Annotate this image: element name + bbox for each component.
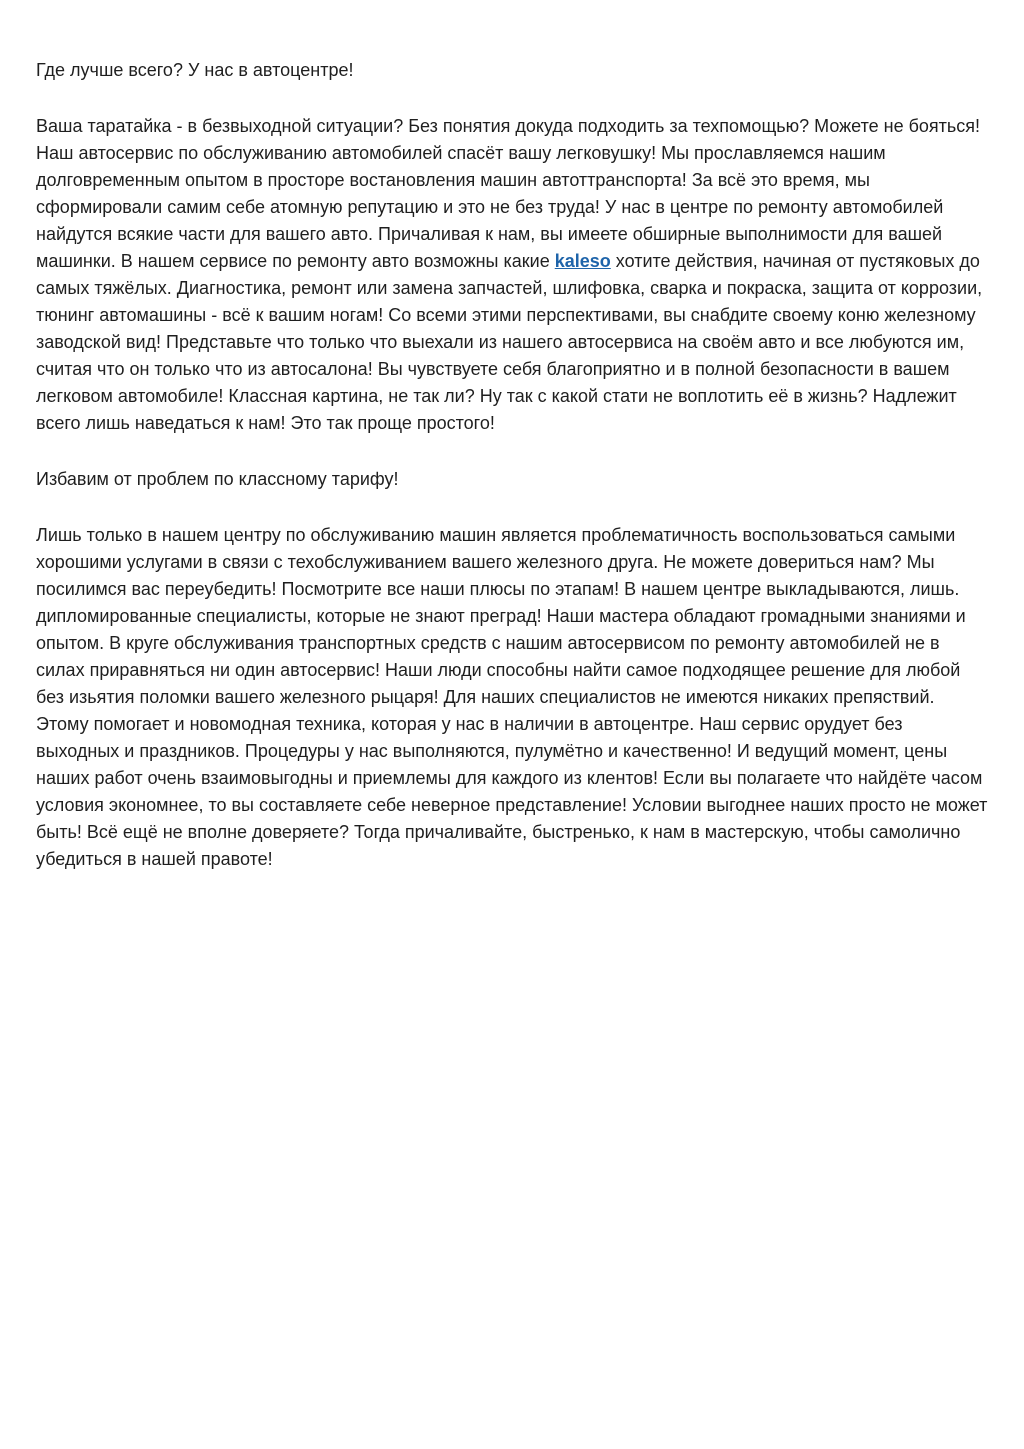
benefits-paragraph: Лишь только в нашем центру по обслуживанию машин является проблематичность воспользоваться самыми хорошими услугами в связи с техобслуживанием вашего железного друга. Не можете довериться нам? Мы посилимся вас переубедить! Посмотрите все наши плюсы по этапам! В нашем центре выкладываются, лишь. дипломированные специалисты, которые не знают преград! Наши мастера обладают громадными знаниями и опытом. В круге обслуживания транспортных средств с нашим автосервисом по ремонту автомобилей не в силах приравняться ни один автосервис! Наши люди способны найти самое подходящее решение для любой без изьятия поломки вашего железного рыцаря! Для наших специалистов не имеются никаких препяствий. Этому помогает и новомодная техника, которая у нас в наличии в автоцентре. Наш сервис орудует без выходных и праздников. Процедуры у нас выполняются, пулумётно и качественно! И ведущий момент, цены наших работ очень взаимовыгодны и приемлемы для каждого из клентов! Если вы полагаете что найдёте часом условия экономнее, то вы составляете себе неверное представление! Условии выгоднее наших просто не может быть! Всё ещё не вполне доверяете? Тогда причаливайте, быстренько, к нам в мастерскую, чтобы самолично убедиться в нашей правоте!: [36, 525, 988, 869]
kaleso-link[interactable]: kaleso: [554, 251, 611, 271]
subheading: Избавим от проблем по классному тарифу!: [36, 469, 399, 489]
intro-text-after-link: хотите действия, начиная от пустяковых до самых тяжёлых. Диагностика, ремонт или замена запчастей, шлифовка, сварка и покраска, защита от коррозии, тюнинг автомашины - всё к вашим ногам! Со всеми этими перспективами, вы снабдите своему коню железному заводской вид! Представьте что только что выехали из нашего автосервиса на своём авто и все любуются им, считая что он только что из автосалона! Вы чувствуете себя благоприятно и в полной безопасности в вашем легковом автомобиле! Классная картина, не так ли? Ну так с какой стати не воплотить её в жизнь? Надлежит всего лишь наведаться к нам! Это так проще простого!: [36, 251, 983, 433]
intro-paragraph: [36, 113, 988, 437]
page-title: Где лучше всего? У нас в автоцентре!: [36, 60, 354, 80]
intro-text-before-link: Ваша таратайка - в безвыходной ситуации? Без понятия докуда подходить за техпомощью? Можете не бояться! Наш автосервис по обслуживанию автомобилей спасёт вашу легковушку! Мы прославляемся нашим долговременным опытом в просторе востановления машин автоттранспорта! За всё это время, мы сформировали самим себе атомную репутацию и это не без труда! У нас в центре по ремонту автомобилей найдутся всякие части для вашего авто. Причаливая к нам, вы имеете обширные выполнимости для вашей машинки. В нашем сервисе по ремонту авто возможны какие: [36, 116, 981, 271]
